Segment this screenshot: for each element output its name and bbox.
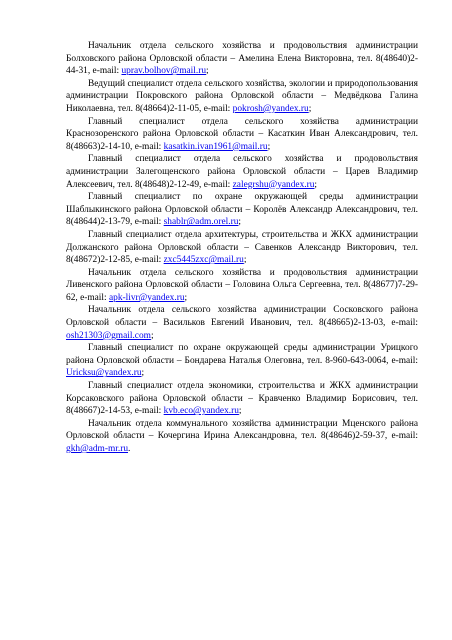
entry-suffix: ; <box>243 255 247 266</box>
contact-entry <box>66 153 418 191</box>
entry-suffix: ; <box>150 330 154 341</box>
contact-entry <box>66 342 418 380</box>
contact-entry <box>66 304 418 342</box>
entry-suffix: ; <box>206 66 209 77</box>
entry-suffix: ; <box>141 368 145 379</box>
email-link[interactable]: uprav.bolhov@mail.ru <box>121 66 207 77</box>
entry-text: Главный специалист отдела экономики, строительства и ЖКХ администрации Корсаковского района Орловской области – Кравченко Владимир Борисович, тел. 8(48667)2-14-53, e-mail: <box>66 381 418 417</box>
entry-suffix: . <box>128 444 131 454</box>
entry-text: Начальник отдела сельского хозяйства администрации Сосковского района Орловской области – Васильков Евгений Иванович, тел. 8(48665)2-13-03, e-mail: <box>66 305 418 329</box>
email-link[interactable]: gkh@adm-mr.ru <box>66 444 129 454</box>
entry-suffix: ; <box>314 179 318 190</box>
email-link[interactable]: zalegrshu@yandex.ru <box>232 179 315 190</box>
contact-entry <box>66 40 418 78</box>
entry-suffix: ; <box>238 217 242 228</box>
entry-text: Главный специалист отдела сельского хозяйства администрации Краснозоренского района Орловской области – Касаткин Иван Александрович, тел. 8(48663)2-14-10, e-mail: <box>66 116 418 152</box>
entry-suffix: ; <box>238 406 242 417</box>
entry-text: Начальник отдела сельского хозяйства и продовольствия администрации Ливенского района Орловской области – Головина Ольга Сергеевна, тел. 8(48677)7-29-62, e-mail: <box>66 267 418 303</box>
email-link[interactable]: apk-livr@yandex.ru <box>108 292 185 303</box>
contact-entry <box>66 116 418 154</box>
email-link[interactable]: osh21303@gmail.com <box>66 330 151 341</box>
email-link[interactable]: kvb.eco@yandex.ru <box>163 406 239 417</box>
contact-entry <box>66 380 418 418</box>
email-link[interactable]: pokrosh@yandex.ru <box>232 103 309 114</box>
entry-text: Главный специалист отдела архитектуры, строительства и ЖКХ администрации Должанского района Орловской области – Савенков Александр Викторович, тел. 8(48672)2-12-85, e-mail: <box>66 229 418 266</box>
contact-entry <box>66 267 418 305</box>
email-link[interactable]: kasatkin.ivan1961@mail.ru <box>163 141 268 152</box>
entry-text: Начальник отдела сельского хозяйства и продовольствия администрации Болховского района Орловской области – Амелина Елена Викторовна, тел. 8(48640)2-44-31, e-mail: <box>66 41 418 77</box>
entry-text: Главный специалист по охране окружающей среды администрации Урицкого района Орловской области – Бондарева Наталья Олеговна, тел. 8-960-643-0064, e-mail: <box>66 343 418 366</box>
entry-suffix: ; <box>267 141 271 152</box>
entry-text: Ведущий специалист отдела сельского хозяйства, экологии и природопользования администрации Покровского района Орловской области – Медвёдкова Галина Николаевна, тел. 8(48664)2-11-05, e-mail: <box>66 78 418 114</box>
contact-entry <box>66 78 418 116</box>
contact-entry <box>66 229 418 267</box>
contact-entry <box>66 418 418 456</box>
entry-text: Начальник отдела коммунального хозяйства администрации Мценского района Орловской области – Кочергина Ирина Александровна, тел. 8(48646)2-59-37, e-mail: <box>66 418 418 442</box>
email-link[interactable]: Uricksu@yandex.ru <box>66 368 142 379</box>
email-link[interactable]: shablr@adm.orel.ru <box>163 217 239 228</box>
entry-suffix: ; <box>308 103 312 114</box>
contact-entry <box>66 191 418 229</box>
email-link[interactable]: zxc5445zxc@mail.ru <box>163 255 244 266</box>
entry-suffix: ; <box>184 292 188 303</box>
entry-text: Главный специалист по охране окружающей среды администрации Шаблыкинского района Орловской области – Королёв Александр Александрович, тел. 8(48644)2-13-79, e-mail: <box>66 192 418 228</box>
contact-list <box>66 40 418 456</box>
entry-text: Главный специалист отдела сельского хозяйства и продовольствия администрации Залегощенского района Орловской области – Царев Владимир Алексеевич, тел. 8(48648)2-12-49, e-mail: <box>66 154 418 190</box>
